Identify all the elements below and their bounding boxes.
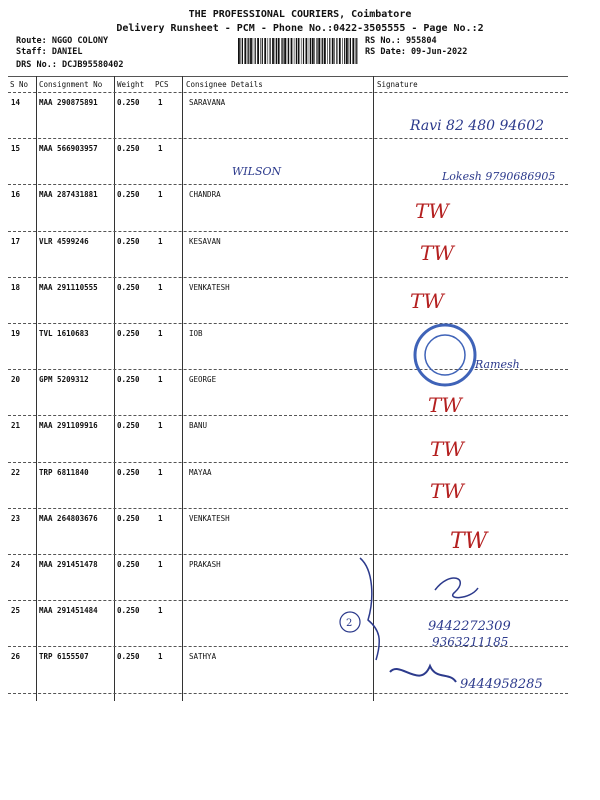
row25-phone-2: 9363211185 bbox=[432, 635, 509, 649]
barcode-bar bbox=[284, 38, 286, 64]
company-title: THE PROFESSIONAL COURIERS, Coimbatore bbox=[188, 9, 412, 20]
row-divider bbox=[8, 415, 568, 416]
row-weight: 0.250 bbox=[117, 98, 140, 107]
row23-received-mark: TW bbox=[450, 529, 488, 554]
barcode-bar bbox=[321, 38, 322, 64]
barcode-bar bbox=[257, 38, 259, 64]
barcode-bar bbox=[306, 38, 308, 64]
row-consignee: VENKATESH bbox=[189, 513, 230, 523]
row-consignment-no: MAA 291110555 bbox=[39, 282, 98, 292]
row-weight: 0.250 bbox=[117, 190, 140, 200]
row-consignment-no: MAA 290875891 bbox=[39, 98, 98, 107]
row25-phone-1: 9442272309 bbox=[428, 619, 511, 634]
row-weight: 0.250 bbox=[117, 144, 140, 154]
row-pcs: 1 bbox=[158, 606, 163, 616]
row-divider bbox=[8, 184, 568, 185]
row-consignee: IOB bbox=[189, 329, 203, 338]
barcode-bar bbox=[278, 38, 280, 64]
row-weight: 0.250 bbox=[117, 329, 140, 338]
barcode-bar bbox=[248, 38, 249, 64]
barcode-bar bbox=[241, 38, 242, 64]
barcode-bar bbox=[356, 38, 357, 64]
row-weight: 0.250 bbox=[117, 606, 140, 616]
barcode-bar bbox=[282, 38, 283, 64]
row-consignee: SARAVANA bbox=[189, 98, 226, 107]
row-consignee: CHANDRA bbox=[189, 190, 221, 200]
row-weight: 0.250 bbox=[117, 652, 140, 662]
barcode-bar bbox=[332, 38, 334, 64]
row21-received-mark: TW bbox=[430, 437, 464, 461]
col-divider bbox=[373, 76, 374, 701]
barcode-bar bbox=[355, 38, 356, 64]
row-sno: 16 bbox=[11, 190, 21, 200]
barcode-bar bbox=[310, 38, 311, 64]
barcode-bar bbox=[270, 38, 271, 64]
row-weight: 0.250 bbox=[117, 421, 140, 431]
row-sno: 15 bbox=[11, 144, 21, 154]
barcode-bar bbox=[287, 38, 288, 64]
route-label: Route: NGGO COLONY bbox=[16, 36, 109, 46]
col-divider bbox=[182, 76, 183, 701]
barcode-bar bbox=[288, 38, 289, 64]
row26-signature-scribble bbox=[390, 666, 456, 682]
runsheet-subtitle: Delivery Runsheet - PCM - Phone No.:0422-3505555 - Page No.:2 bbox=[116, 23, 484, 34]
barcode-bar bbox=[339, 38, 341, 64]
row-pcs: 1 bbox=[158, 282, 163, 292]
row-consignment-no: MAA 566903957 bbox=[39, 144, 98, 154]
barcode-bar bbox=[272, 38, 274, 64]
row25-circle-mark bbox=[340, 612, 360, 632]
row-consignment-no: TRP 6811840 bbox=[39, 467, 89, 477]
barcode-bar bbox=[318, 38, 320, 64]
row-pcs: 1 bbox=[158, 98, 163, 107]
row-sno: 19 bbox=[11, 329, 21, 338]
barcode-bar bbox=[314, 38, 315, 64]
row-consignee: VENKATESH bbox=[189, 282, 230, 292]
row-consignment-no: GPM 5209312 bbox=[39, 375, 89, 385]
row-sno: 22 bbox=[11, 467, 21, 477]
row-consignment-no: MAA 264803676 bbox=[39, 513, 98, 523]
row-consignee: KESAVAN bbox=[189, 236, 221, 246]
row25-circle-number: 2 bbox=[346, 618, 353, 629]
row-consignment-no: VLR 4599246 bbox=[39, 236, 89, 246]
row-divider bbox=[8, 693, 568, 694]
rs-date: RS Date: 09-Jun-2022 bbox=[365, 47, 468, 57]
row-divider bbox=[8, 462, 568, 463]
row-divider bbox=[8, 231, 568, 232]
barcode bbox=[238, 38, 358, 64]
row-consignee: PRAKASH bbox=[189, 560, 221, 569]
table-top-rule bbox=[8, 76, 568, 77]
row-sno: 23 bbox=[11, 513, 21, 523]
row-pcs: 1 bbox=[158, 513, 163, 523]
row-sno: 25 bbox=[11, 606, 21, 616]
barcode-bar bbox=[264, 38, 266, 64]
row-consignment-no: MAA 291451478 bbox=[39, 560, 98, 569]
barcode-bar bbox=[253, 38, 254, 64]
barcode-bar bbox=[296, 38, 297, 64]
row22-received-mark: TW bbox=[430, 479, 464, 503]
row-divider bbox=[8, 508, 568, 509]
row-sno: 24 bbox=[11, 560, 21, 569]
row-sno: 17 bbox=[11, 236, 21, 246]
rs-number: RS No.: 955804 bbox=[365, 36, 437, 46]
col-header-sno: S No bbox=[10, 80, 29, 89]
row-pcs: 1 bbox=[158, 421, 163, 431]
barcode-bar bbox=[334, 38, 335, 64]
barcode-bar bbox=[349, 38, 350, 64]
row-divider bbox=[8, 554, 568, 555]
col-header-pcs: PCS bbox=[155, 80, 169, 89]
row-sno: 14 bbox=[11, 98, 21, 107]
row-pcs: 1 bbox=[158, 144, 163, 154]
row-sno: 26 bbox=[11, 652, 21, 662]
row-weight: 0.250 bbox=[117, 560, 140, 569]
barcode-bar bbox=[238, 38, 240, 64]
barcode-bar bbox=[301, 38, 302, 64]
barcode-bar bbox=[250, 38, 252, 64]
row-pcs: 1 bbox=[158, 236, 163, 246]
barcode-bar bbox=[329, 38, 330, 64]
row-divider bbox=[8, 600, 568, 601]
row19-signature: Ramesh bbox=[475, 358, 520, 371]
row-sno: 21 bbox=[11, 421, 21, 431]
barcode-bar bbox=[268, 38, 269, 64]
staff-label: Staff: DANIEL bbox=[16, 47, 83, 57]
barcode-bar bbox=[247, 38, 248, 64]
row-sno: 18 bbox=[11, 282, 21, 292]
barcode-bar bbox=[322, 38, 323, 64]
barcode-bar bbox=[312, 38, 314, 64]
row-consignee: GEORGE bbox=[189, 375, 217, 385]
row-sno: 20 bbox=[11, 375, 21, 385]
signature-column-handwriting bbox=[232, 100, 600, 720]
row18-received-mark: TW bbox=[410, 289, 444, 313]
row24-bracket-stroke bbox=[360, 558, 379, 660]
drs-number: DRS No.: DCJB95580402 bbox=[16, 60, 124, 70]
row-consignment-no: MAA 291109916 bbox=[39, 421, 98, 431]
barcode-bar bbox=[276, 38, 277, 64]
col-header-signature: Signature bbox=[377, 80, 418, 89]
col-header-consignee: Consignee Details bbox=[186, 80, 263, 89]
row-pcs: 1 bbox=[158, 329, 163, 338]
row15-signature: Lokesh 9790686905 bbox=[442, 170, 556, 183]
row-divider bbox=[8, 138, 568, 139]
barcode-bar bbox=[336, 38, 337, 64]
row-pcs: 1 bbox=[158, 467, 163, 477]
row16-received-mark: TW bbox=[415, 199, 449, 223]
barcode-bar bbox=[281, 38, 282, 64]
barcode-bar bbox=[316, 38, 317, 64]
row19-stamp bbox=[415, 325, 475, 385]
row-pcs: 1 bbox=[158, 375, 163, 385]
barcode-bar bbox=[294, 38, 295, 64]
barcode-bar bbox=[344, 38, 345, 64]
row-divider bbox=[8, 323, 568, 324]
barcode-bar bbox=[327, 38, 328, 64]
barcode-bar bbox=[262, 38, 263, 64]
barcode-bar bbox=[352, 38, 354, 64]
header-rule bbox=[8, 92, 568, 93]
row-weight: 0.250 bbox=[117, 467, 140, 477]
row-pcs: 1 bbox=[158, 190, 163, 200]
row-pcs: 1 bbox=[158, 560, 163, 569]
barcode-bar bbox=[291, 38, 293, 64]
row-pcs: 1 bbox=[158, 652, 163, 662]
barcode-bar bbox=[244, 38, 246, 64]
barcode-bar bbox=[260, 38, 261, 64]
col-divider bbox=[114, 76, 115, 701]
row-divider bbox=[8, 369, 568, 370]
row24-signature-scribble bbox=[435, 578, 478, 598]
row15-name-handwriting: WILSON bbox=[232, 165, 282, 178]
row26-phone: 9444958285 bbox=[460, 677, 543, 692]
row17-received-mark: TW bbox=[420, 241, 454, 265]
row-consignment-no: TRP 6155507 bbox=[39, 652, 89, 662]
row-consignee: BANU bbox=[189, 421, 208, 431]
barcode-bar bbox=[324, 38, 326, 64]
row-consignment-no: MAA 291451484 bbox=[39, 606, 98, 616]
barcode-bar bbox=[346, 38, 348, 64]
row-divider bbox=[8, 646, 568, 647]
barcode-bar bbox=[275, 38, 276, 64]
col-header-weight: Weight bbox=[117, 80, 145, 89]
row-consignment-no: MAA 287431881 bbox=[39, 190, 98, 200]
barcode-bar bbox=[242, 38, 243, 64]
row-weight: 0.250 bbox=[117, 236, 140, 246]
row-weight: 0.250 bbox=[117, 282, 140, 292]
row-consignee: SATHYA bbox=[189, 652, 217, 662]
barcode-bar bbox=[342, 38, 343, 64]
barcode-bar bbox=[298, 38, 300, 64]
col-header-consignment: Consignment No bbox=[39, 80, 103, 89]
row20-received-mark: TW bbox=[428, 393, 462, 417]
barcode-bar bbox=[255, 38, 256, 64]
barcode-bar bbox=[350, 38, 351, 64]
row14-handwriting: Ravi 82 480 94602 bbox=[410, 118, 545, 134]
row-divider bbox=[8, 277, 568, 278]
row-weight: 0.250 bbox=[117, 513, 140, 523]
row-consignment-no: TVL 1610683 bbox=[39, 329, 89, 338]
row-consignee: MAYAA bbox=[189, 467, 212, 477]
barcode-bar bbox=[303, 38, 304, 64]
barcode-bar bbox=[309, 38, 310, 64]
row-weight: 0.250 bbox=[117, 375, 140, 385]
col-divider bbox=[36, 76, 37, 701]
